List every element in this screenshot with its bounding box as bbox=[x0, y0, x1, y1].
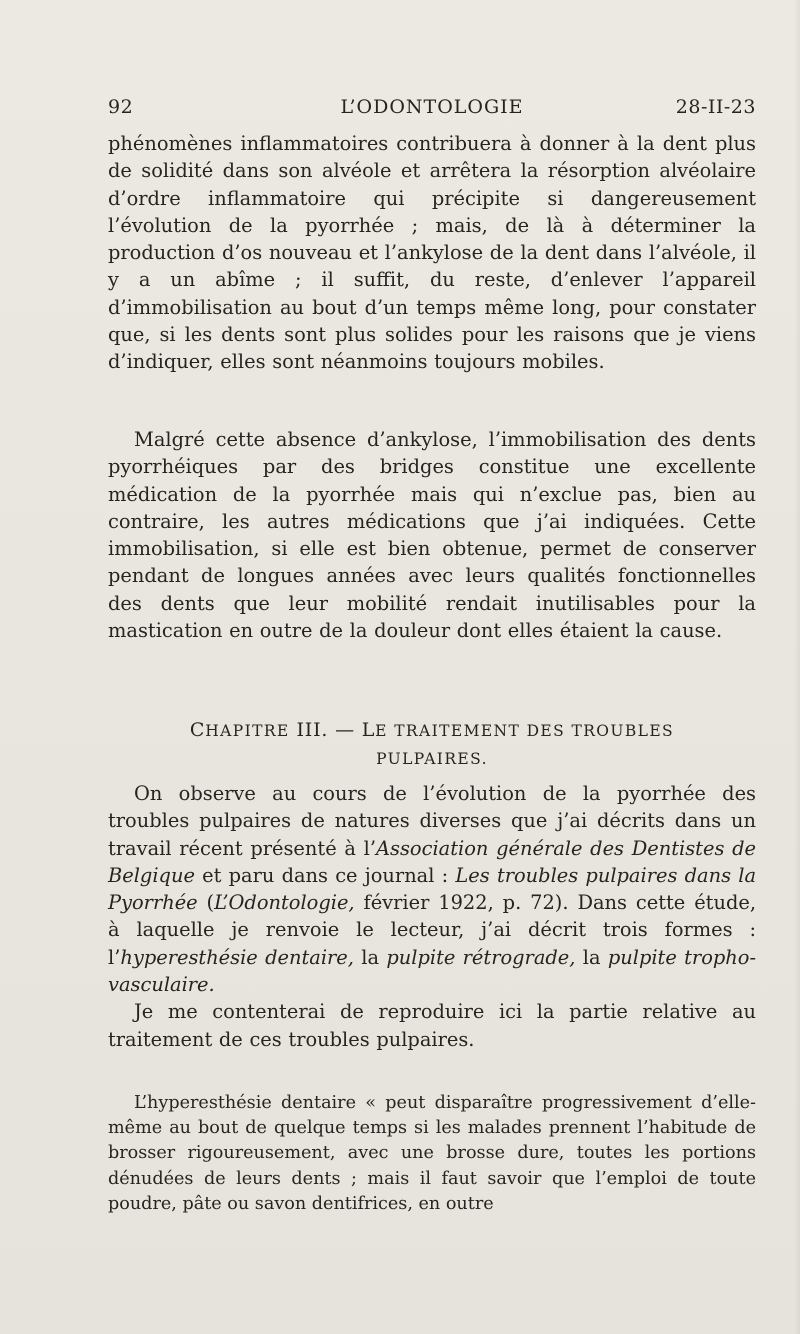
chapter-heading bbox=[108, 717, 756, 773]
italic-term: pulpite tropho-vasculaire. bbox=[108, 945, 757, 997]
issue-date: 28-II-23 bbox=[675, 96, 756, 118]
journal-title: L’ODONTOLOGIE bbox=[340, 96, 524, 118]
paragraph: Malgré cette absence d’ankylose, l’immobilisation des dents pyorrhéiques par des bridges constitue une excellente médication de la pyorrhée mais qui n’exclue pas, bien au contraire, les autres médications que j’ai indiquées. Cette immobilisation, si elle est bien obtenue, permet de conserver pendant de longues années avec leurs qualités fonctionnelles des dents que leur mobilité rendait inutilisables pour la mastication en outre de la douleur dont elles étaient la cause. bbox=[108, 428, 756, 643]
paragraph: L’hyperesthésie dentaire « peut disparaître progressivement d’elle-même au bout de quelque temps si les malades prennent l’habitude de brosser rigoureusement, avec une brosse dure, toutes les portions dénudées de leurs dents ; mais il faut savoir que l’emploi de toute poudre, pâte ou savon dentifrices, en outre bbox=[108, 1093, 756, 1214]
italic-term: pulpite rétrograde, bbox=[386, 945, 576, 969]
page-edge-shadow bbox=[794, 0, 800, 1334]
italic-title: Les troubles pulpaires dans la Pyorrhée bbox=[108, 863, 757, 915]
italic-title: L’Odontologie, bbox=[214, 891, 355, 915]
paragraph: phénomènes inflammatoires contribuera à donner à la dent plus de solidité dans son alvéole et arrêtera la résorption alvéolaire d’ordre inflammatoire qui précipite si dangereusement l’évolution de la pyorrhée ; mais, de là à déterminer la production d’os nouveau et l’ankylose de la dent dans l’alvéole, il y a un abîme ; il suffit, du reste, d’enlever l’appareil d’immobilisation au bout d’un temps même long, pour constater que, si les dents sont plus solides pour les raisons que je viens d’indiquer, elles sont néanmoins toujours mobiles. bbox=[108, 132, 756, 374]
chapter-heading-line-1: CHAPITRE III. — LE TRAITEMENT DES TROUBLES bbox=[189, 719, 675, 741]
paragraph: Je me contenterai de reproduire ici la partie relative au traitement de ces troubles pulpaires. bbox=[108, 1000, 756, 1051]
paragraph-continuation bbox=[108, 130, 756, 376]
italic-term: hyperesthésie dentaire, bbox=[120, 945, 354, 969]
chapter-heading-line-2: PULPAIRES. bbox=[376, 750, 488, 768]
italic-title: Association générale des Dentistes de Belgique bbox=[108, 836, 756, 887]
running-header bbox=[108, 96, 756, 126]
page-number: 92 bbox=[108, 96, 134, 118]
chapter-body bbox=[108, 780, 756, 1053]
paragraph: On observe au cours de l’évolution de la pyorrhée des troubles pulpaires de natures diverses que j’ai décrits dans un travail récent présenté à l’Association générale des Dentistes de Belgique et paru dans ce journal : Les troubles pulpaires dans la Pyorrhée (L’Odontologie, février 1922, p. 72). Dans cette étude, à laquelle je renvoie le lecteur, j’ai décrit trois formes : l’hyperesthésie dentaire, la pulpite rétrograde, la pulpite tropho-vasculaire. bbox=[108, 782, 757, 997]
quoted-passage bbox=[108, 1091, 756, 1217]
paragraph-block bbox=[108, 426, 756, 644]
